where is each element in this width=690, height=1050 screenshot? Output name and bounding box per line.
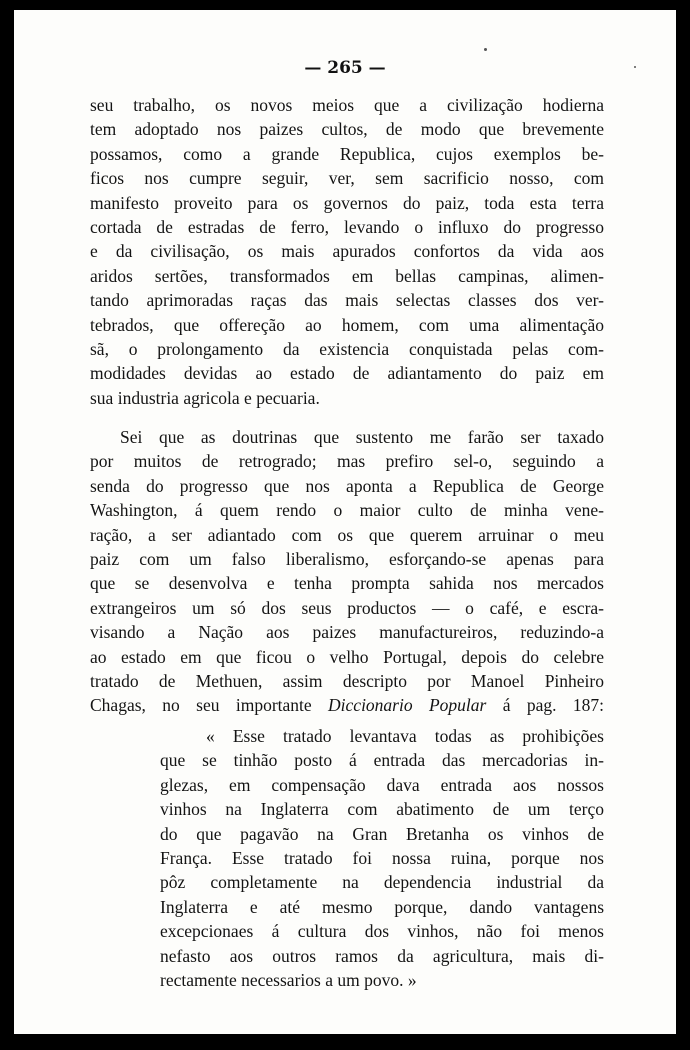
text-line: extrangeiros um só dos seus productos — o café, e escra- [90, 597, 604, 618]
text-line: seu trabalho, os novos meios que a civilização hodierna [90, 95, 604, 115]
text-line: sã, o prolongamento da existencia conquistada pelas com- [90, 338, 604, 359]
text-line-with-citation [90, 693, 604, 717]
text-line: tratado de Methuen, assim descripto por Manoel Pinheiro [90, 670, 604, 691]
quote-line: nefasto aos outros ramos da agricultura, mais di- [160, 945, 604, 966]
quote-line: glezas, em compensação dava entrada aos nossos [160, 774, 604, 795]
text-line: tando aprimoradas raças das mais selectas classes dos ver- [90, 290, 604, 311]
citation-prefix: Chagas, no seu importante [90, 695, 329, 716]
quote-line: excepcionaes á cultura dos vinhos, não foi menos [160, 921, 604, 942]
text-line: senda do progresso que nos aponta a Republica de George [90, 475, 604, 496]
block-quote [160, 724, 604, 992]
page-number: — 265 — [304, 58, 386, 78]
citation-suffix: á pag. 187: [486, 695, 604, 716]
text-line: ficos nos cumpre seguir, ver, sem sacrificio nosso, com [90, 168, 604, 189]
text-line: manifesto proveito para os governos do paiz, toda esta terra [90, 192, 604, 213]
text-line: aridos sertões, transformados em bellas campinas, alimen- [90, 265, 604, 286]
quote-line: vinhos na Inglaterra com abatimento de um terço [160, 799, 604, 820]
quote-line: pôz completamente na dependencia industrial da [160, 872, 604, 893]
quote-line: França. Esse tratado foi nossa ruina, porque nos [160, 847, 604, 868]
text-line: que se desenvolva e tenha prompta sahida nos mercados [90, 573, 604, 594]
text-line: cortada de estradas de ferro, levando o influxo do progresso [90, 216, 604, 237]
quote-line: do que pagavão na Gran Bretanha os vinhos de [160, 823, 604, 844]
quote-line: que se tinhão posto á entrada das mercadorias in- [160, 750, 604, 771]
quote-line: « Esse tratado levantava todas as prohibições [206, 726, 604, 746]
text-line: Sei que as doutrinas que sustento me farão ser taxado [120, 427, 604, 447]
text-line: ao estado em que ficou o velho Portugal, depois do celebre [90, 646, 604, 667]
quote-line: rectamente necessarios a um povo. » [160, 969, 417, 990]
paragraph-1 [90, 93, 604, 410]
text-line: modidades devidas ao estado de adiantamento do paiz em [90, 363, 604, 384]
text-line: sua industria agricola e pecuaria. [90, 387, 320, 408]
text-line: tem adoptado nos paizes cultos, de modo que brevemente [90, 119, 604, 140]
quote-line: Inglaterra e até mesmo porque, dando vantagens [160, 896, 604, 917]
text-line: e da civilisação, os mais apurados confortos da vida aos [90, 241, 604, 262]
text-line: paiz com um falso liberalismo, esforçando-se apenas para [90, 548, 604, 569]
book-page [14, 10, 676, 1034]
text-line: Washington, á quem rendo o maior culto de minha vene- [90, 500, 604, 521]
text-line: por muitos de retrogrado; mas prefiro sel-o, seguindo a [90, 451, 604, 472]
text-line: tebrados, que offereção ao homem, com uma alimentação [90, 314, 604, 335]
print-speck [484, 48, 487, 51]
text-line: visando a Nação aos paizes manufactureiros, reduzindo-a [90, 622, 604, 643]
text-line: possamos, como a grande Republica, cujos exemplos be- [90, 143, 604, 164]
book-title: Diccionario Popular [328, 695, 487, 716]
paragraph-2 [90, 425, 604, 718]
text-line: ração, a ser adiantado com os que querem arruinar o meu [90, 524, 604, 545]
